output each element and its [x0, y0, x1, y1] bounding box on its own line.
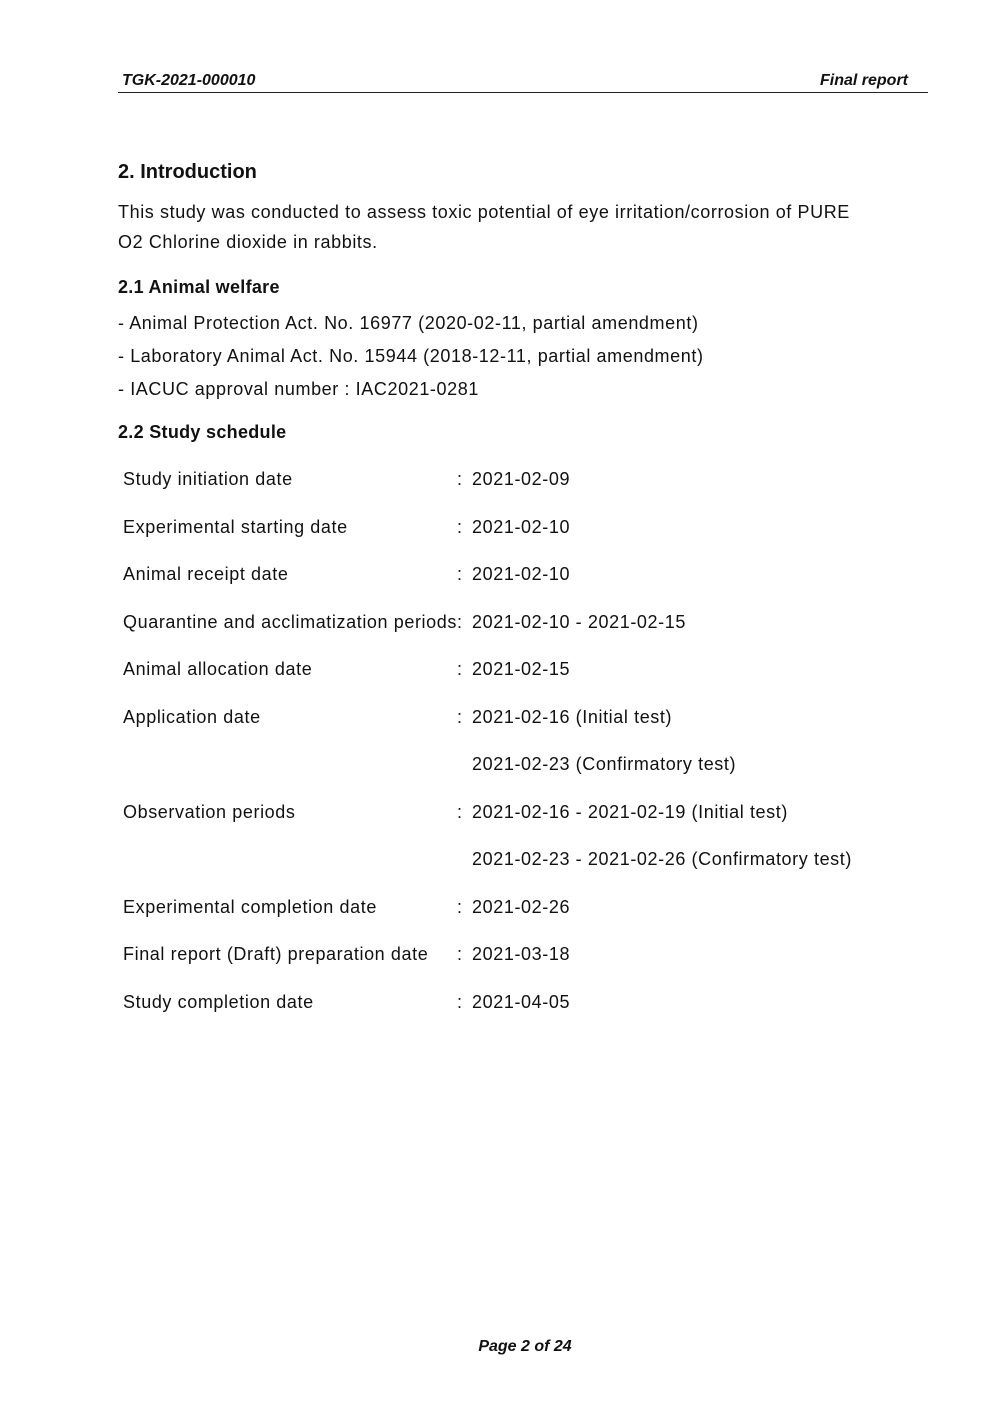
animal-welfare-list	[118, 307, 704, 406]
schedule-label: Experimental completion date	[123, 896, 377, 917]
schedule-label: Animal allocation date	[123, 659, 313, 679]
animal-welfare-heading: 2.1 Animal welfare	[118, 277, 280, 297]
schedule-label: Observation periods	[123, 801, 296, 822]
document-id: TGK-2021-000010	[122, 72, 256, 89]
schedule-colon: :	[457, 944, 463, 964]
schedule-colon: :	[457, 991, 463, 1012]
schedule-colon: :	[457, 659, 463, 679]
schedule-colon: :	[457, 896, 463, 917]
schedule-label: Experimental starting date	[123, 516, 348, 537]
schedule-label: Study initiation date	[123, 469, 293, 489]
section-title: 2. Introduction	[118, 161, 257, 183]
list-item: - IACUC approval number : IAC2021-0281	[118, 379, 479, 399]
schedule-value: 2021-02-23 (Confirmatory test)	[472, 754, 737, 774]
schedule-label: Application date	[123, 706, 261, 727]
schedule-colon: :	[457, 611, 463, 632]
schedule-value: 2021-02-16 - 2021-02-19 (Initial test)	[472, 801, 788, 822]
study-schedule-heading: 2.2 Study schedule	[118, 422, 287, 442]
schedule-colon: :	[457, 564, 463, 584]
list-item: - Animal Protection Act. No. 16977 (2020-02-11, partial amendment)	[118, 313, 699, 333]
schedule-value: 2021-02-15	[472, 659, 571, 679]
page-header	[118, 70, 928, 93]
list-item: - Laboratory Animal Act. No. 15944 (2018-12-11, partial amendment)	[118, 346, 704, 366]
schedule-label: Quarantine and acclimatization periods	[123, 611, 457, 632]
intro-line: This study was conducted to assess toxic potential of eye irritation/corrosion of PURE	[118, 202, 850, 222]
intro-line: O2 Chlorine dioxide in rabbits.	[118, 232, 378, 252]
schedule-value: 2021-02-10	[472, 516, 571, 537]
schedule-value: 2021-04-05	[472, 991, 571, 1012]
schedule-value: 2021-03-18	[472, 944, 571, 964]
schedule-value: 2021-02-09	[472, 469, 571, 489]
schedule-colon: :	[457, 516, 463, 537]
schedule-value: 2021-02-16 (Initial test)	[472, 706, 673, 727]
schedule-label: Study completion date	[123, 991, 314, 1012]
page-number: Page 2 of 24	[478, 1338, 572, 1355]
intro-paragraph	[118, 197, 928, 257]
schedule-value: 2021-02-23 - 2021-02-26 (Confirmatory test)	[472, 849, 852, 869]
document-type: Final report	[819, 72, 908, 89]
schedule-label: Animal receipt date	[123, 564, 289, 584]
schedule-colon: :	[457, 801, 463, 822]
schedule-value: 2021-02-10 - 2021-02-15	[472, 611, 686, 632]
schedule-label: Final report (Draft) preparation date	[123, 944, 429, 964]
schedule-value: 2021-02-10	[472, 564, 571, 584]
schedule-colon: :	[457, 469, 463, 489]
schedule-value: 2021-02-26	[472, 896, 571, 917]
schedule-colon: :	[457, 706, 463, 727]
